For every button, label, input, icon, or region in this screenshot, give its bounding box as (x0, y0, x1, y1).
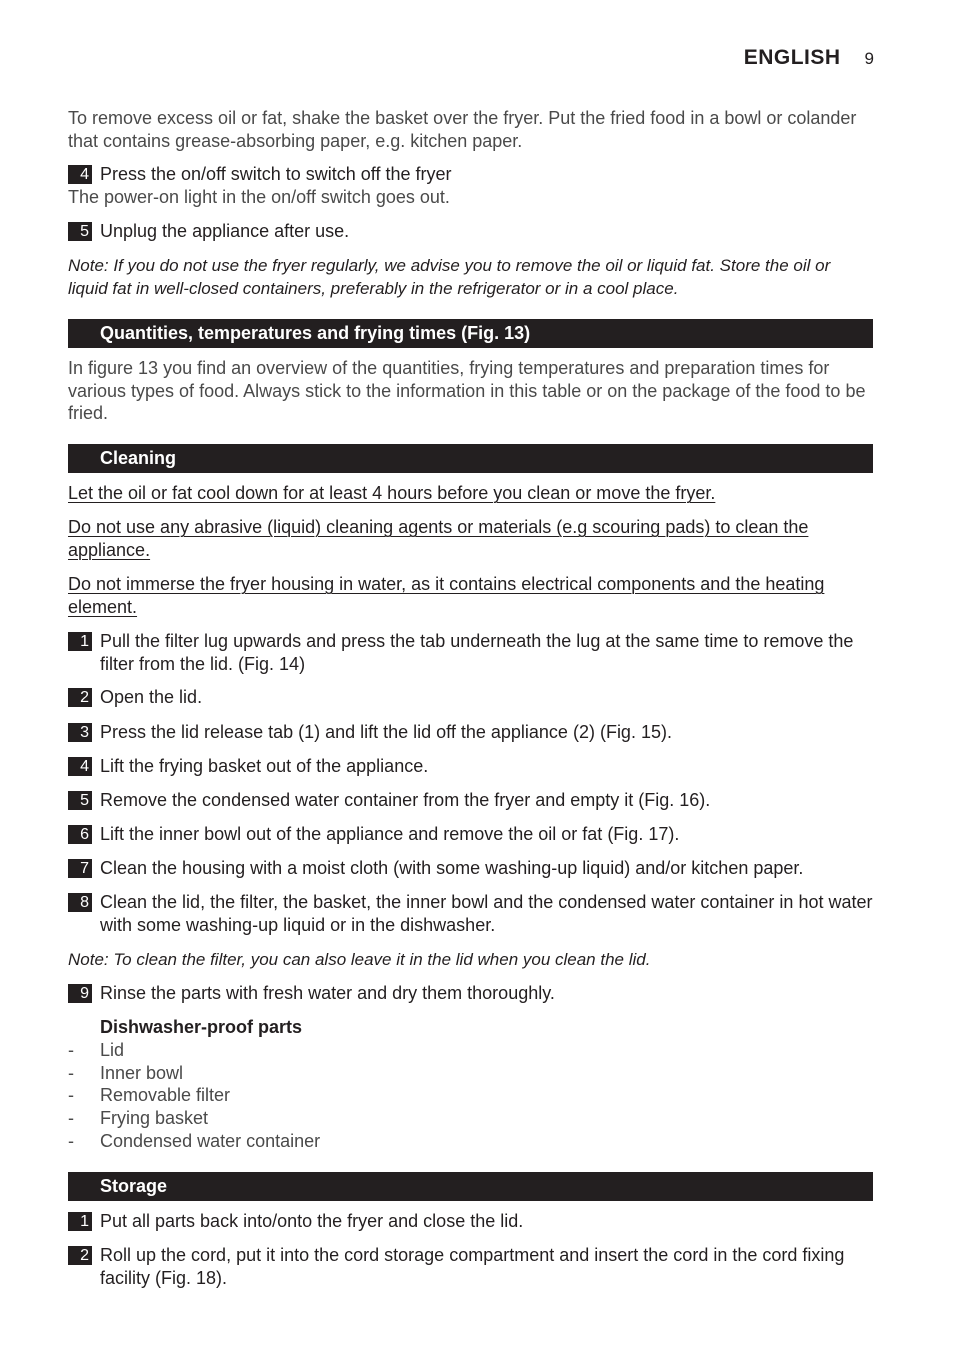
dishwasher-heading: Dishwasher-proof parts (100, 1017, 303, 1037)
step-text: Clean the lid, the filter, the basket, the inner bowl and the condensed water container in hot water with some washing-up liquid or in the dishwasher. (100, 892, 873, 935)
step-number: 6 (68, 825, 92, 844)
bullet-dash: - (68, 1108, 74, 1129)
step-number: 7 (68, 859, 92, 878)
step-text: Pull the filter lug upwards and press the tab underneath the lug at the same time to remove the filter from the lid. (Fig. 14) (100, 631, 854, 674)
step-number: 9 (68, 984, 92, 1003)
cleaning-note: Note: To clean the filter, you can also leave it in the lid when you clean the lid. (68, 950, 651, 969)
step-text: Press the lid release tab (1) and lift the lid off the appliance (2) (Fig. 15). (100, 722, 672, 742)
cleaning-step-3 (68, 721, 873, 744)
cleaning-step-1 (68, 630, 873, 675)
step-text: Unplug the appliance after use. (100, 221, 350, 241)
cleaning-warning-1 (68, 482, 873, 505)
step-text: Roll up the cord, put it into the cord storage compartment and insert the cord in the cord fixing facility (Fig. 18). (100, 1245, 845, 1288)
page-header (744, 46, 874, 70)
step-number: 8 (68, 893, 92, 912)
language-label: ENGLISH (743, 46, 841, 69)
cleaning-step-4 (68, 755, 873, 778)
cleaning-step-9 (68, 982, 873, 1005)
step-number: 4 (68, 757, 92, 776)
warning-text: Do not immerse the fryer housing in water, as it contains electrical components and the heating element. (68, 574, 825, 617)
step-text: Press the on/off switch to switch off the fryer (100, 164, 452, 184)
cleaning-warning-2 (68, 516, 873, 562)
step-text: Put all parts back into/onto the fryer and close the lid. (100, 1211, 524, 1231)
intro-note: Note: If you do not use the fryer regularly, we advise you to remove the oil or liquid fat. Store the oil or liquid fat in well-closed containers, preferably in the refrigerator or in a cool place. (68, 256, 831, 298)
dishwasher-parts-list (68, 1039, 873, 1153)
warning-text: Do not use any abrasive (liquid) cleaning agents or materials (e.g scouring pads) to clean the appliance. (68, 517, 809, 560)
step-number: 4 (68, 165, 92, 184)
list-item (68, 1107, 873, 1130)
bullet-dash: - (68, 1040, 74, 1060)
step-text: Remove the condensed water container from the fryer and empty it (Fig. 16). (100, 790, 711, 810)
step-text: Rinse the parts with fresh water and dry them thoroughly. (100, 983, 555, 1003)
bullet-dash: - (68, 1130, 74, 1151)
list-item-text: Inner bowl (100, 1062, 184, 1083)
step-number: 2 (68, 688, 92, 707)
section-heading-quantities: Quantities, temperatures and frying times (Fig. 13) (68, 319, 873, 348)
list-item (68, 1039, 873, 1062)
step-text: Clean the housing with a moist cloth (with some washing-up liquid) and/or kitchen paper. (100, 858, 804, 878)
step-text: Lift the frying basket out of the appliance. (100, 756, 429, 776)
step-number: 1 (68, 632, 92, 651)
step-number: 5 (68, 791, 92, 810)
step-number: 2 (68, 1246, 92, 1265)
warning-text: Let the oil or fat cool down for at least 4 hours before you clean or move the fryer. (68, 483, 716, 503)
step-number: 5 (68, 222, 92, 241)
cleaning-step-5 (68, 789, 873, 812)
cleaning-step-7 (68, 857, 873, 880)
cleaning-warning-3 (68, 573, 873, 619)
list-item (68, 1130, 873, 1153)
cleaning-step-8 (68, 891, 873, 936)
cleaning-step-6 (68, 823, 873, 846)
intro-step-5 (68, 220, 873, 243)
step-text: Open the lid. (100, 687, 203, 707)
storage-step-1 (68, 1210, 873, 1233)
list-item (68, 1084, 873, 1107)
list-item-text: Lid (100, 1040, 125, 1060)
list-item-text: Condensed water container (100, 1130, 321, 1151)
list-item-text: Frying basket (100, 1108, 209, 1129)
bullet-dash: - (68, 1085, 74, 1106)
step-text: Lift the inner bowl out of the appliance and remove the oil or fat (Fig. 17). (100, 824, 680, 844)
section-heading-storage: Storage (68, 1172, 873, 1201)
step-4-result: The power-on light in the on/off switch goes out. (68, 187, 450, 207)
section-heading-cleaning: Cleaning (68, 444, 873, 473)
quantities-text: In figure 13 you find an overview of the quantities, frying temperatures and preparation times for various types of food. Always stick to the information in this table or on the package of the food to be fried. (68, 358, 866, 423)
shake-instruction: To remove excess oil or fat, shake the basket over the fryer. Put the fried food in a bowl or colander that contains grease-absorbing paper, e.g. kitchen paper. (68, 108, 857, 151)
storage-step-2 (68, 1244, 873, 1289)
list-item (68, 1062, 873, 1085)
intro-step-4 (68, 163, 873, 186)
step-number: 1 (68, 1212, 92, 1231)
page-number: 9 (864, 49, 874, 68)
bullet-dash: - (68, 1062, 74, 1083)
step-number: 3 (68, 723, 92, 742)
cleaning-step-2 (68, 686, 873, 709)
list-item-text: Removable filter (100, 1085, 231, 1106)
